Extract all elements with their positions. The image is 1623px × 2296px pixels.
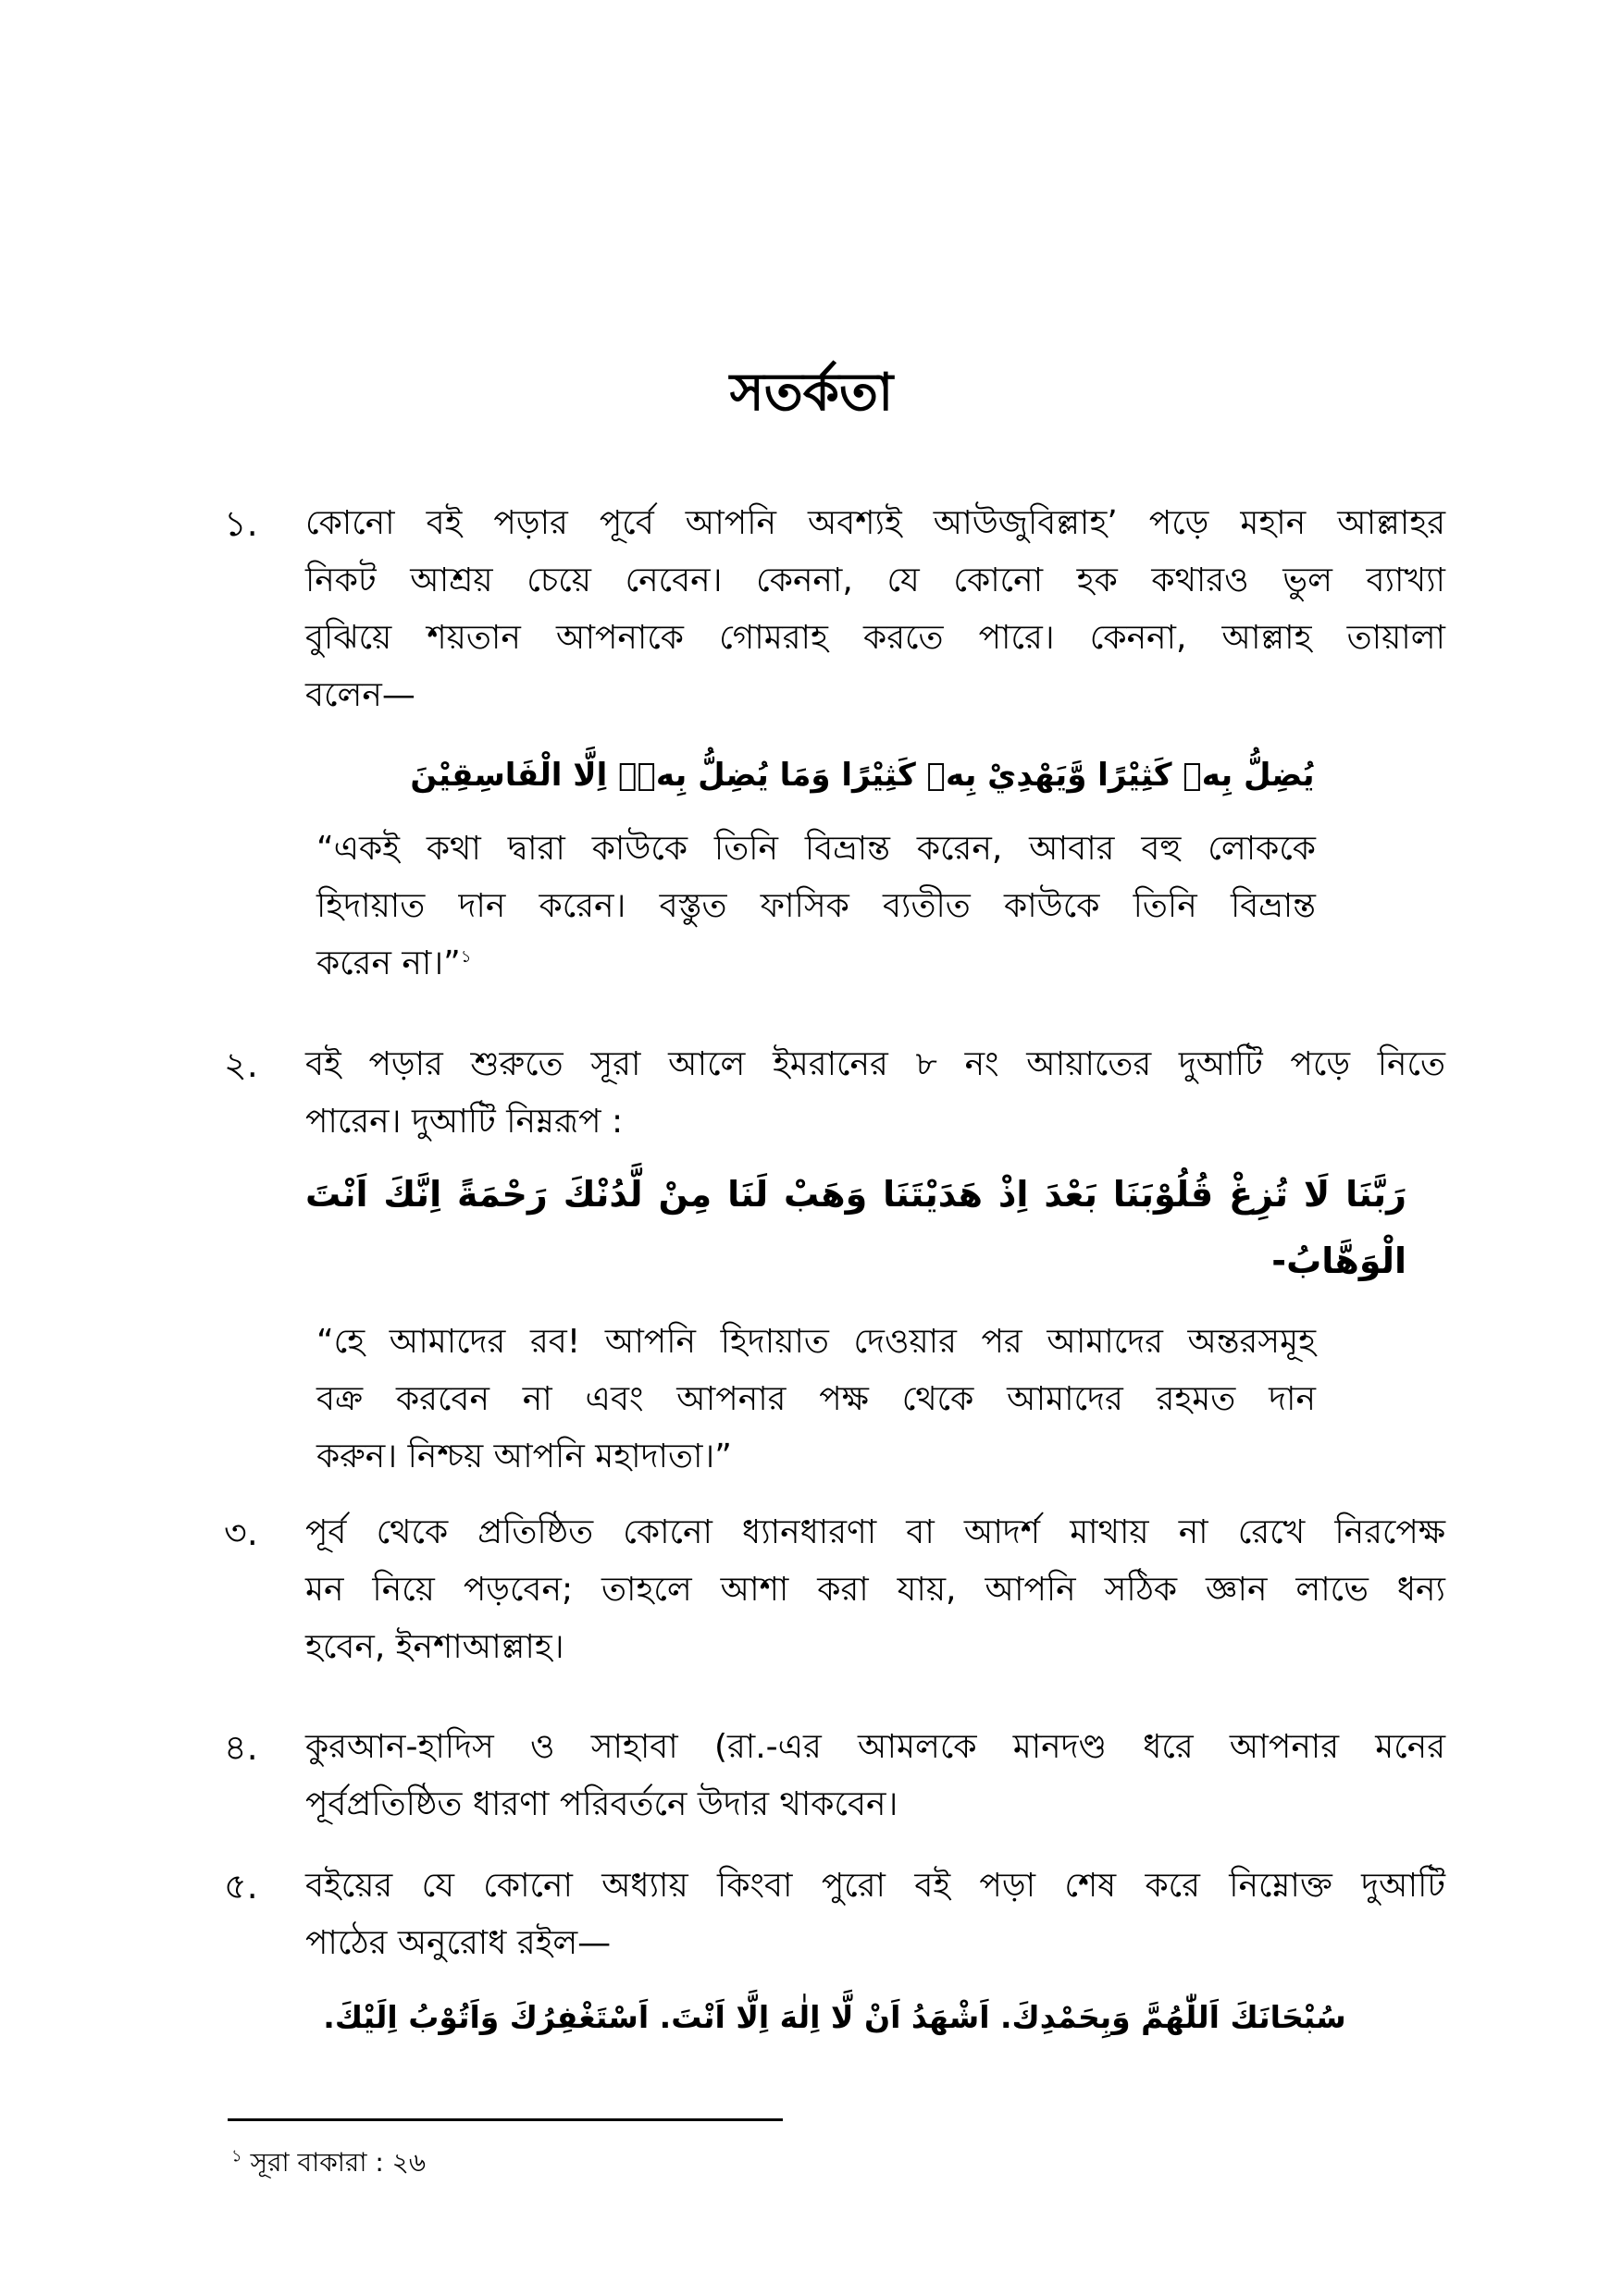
- text-line: বক্র করবেন না এবং আপনার পক্ষ থেকে আমাদের রহমত দান: [316, 1380, 1316, 1418]
- arabic-line: رَبَّنَا لَا تُزِغْ قُلُوْبَنَا بَعْدَ اِذْ هَدَيْتَنَا وَهَبْ لَنَا مِنْ لَّدُنْكَ رَحْمَةً اِنَّكَ اَنْتَ: [305, 1174, 1406, 1215]
- text-line: করেন না।”$^১$: [316, 944, 472, 982]
- list-item-1: [224, 495, 1445, 1013]
- text-line: হবেন, ইনশাআল্লাহ।: [305, 1628, 564, 1666]
- text-line: বই পড়ার শুরুতে সূরা আলে ইমরানের ৮ নং আয়াতের দুআটি পড়ে নিতে: [305, 1045, 1445, 1083]
- footnote-reference[interactable]: ১: [460, 947, 472, 967]
- item-text: [305, 1504, 1445, 1676]
- list-item-5: [224, 1858, 1445, 2080]
- text-line: “একই কথা দ্বারা কাউকে তিনি বিভ্রান্ত করেন, আবার বহু লোককে: [316, 830, 1316, 868]
- footnote: [231, 2144, 426, 2181]
- verse-translation: [316, 821, 1316, 993]
- item-text: [305, 1858, 1445, 1972]
- text-line: মন নিয়ে পড়বেন; তাহলে আশা করা যায়, আপনি সঠিক জ্ঞান লাভে ধন্য: [305, 1571, 1445, 1609]
- item-text: [305, 495, 1445, 724]
- list-item-2: [224, 1036, 1445, 1480]
- text-line: হিদায়াত দান করেন। বস্তুত ফাসিক ব্যতীত কাউকে তিনি বিভ্রান্ত: [316, 887, 1316, 925]
- item-text: [305, 1036, 1445, 1151]
- list-item-4: [224, 1719, 1445, 1839]
- arabic-dua: سُبْحَانَكَ اَللّٰهُمَّ وَبِحَمْدِكَ. اَشْهَدُ اَنْ لَّا اِلٰهَ اِلَّا اَنْتَ. اَسْتَغْفِرُكَ وَاَتُوْبُ اِلَيْكَ.: [323, 1999, 1346, 2035]
- text-line: বইয়ের যে কোনো অধ্যায় কিংবা পুরো বই পড়া শেষ করে নিম্নোক্ত দুআটি: [305, 1867, 1445, 1905]
- text-line: বলেন—: [305, 676, 415, 714]
- text-line: “হে আমাদের রব! আপনি হিদায়াত দেওয়ার পর আমাদের অন্তরসমূহ: [316, 1323, 1316, 1361]
- item-number: ১.: [224, 503, 258, 544]
- arabic-verse: يُضِلُّ بِهٖ كَثِيْرًا وَّيَهْدِيْ بِهٖ كَثِيْرًا وَمَا يُضِلُّ بِهٖۤ اِلَّا الْفَاسِقِيْنَ: [410, 757, 1315, 794]
- text-line: পাঠের অনুরোধ রইল—: [305, 1924, 612, 1962]
- item-number: ৫.: [224, 1866, 258, 1907]
- item-number: ২.: [224, 1044, 258, 1085]
- verse-translation: [316, 1314, 1316, 1486]
- footnote-divider: [228, 2118, 783, 2121]
- arabic-line: الْوَهَّابُ-: [1271, 1241, 1406, 1281]
- text-line: বুঝিয়ে শয়তান আপনাকে গোমরাহ করতে পারে। কেননা, আল্লাহ তায়ালা: [305, 619, 1445, 657]
- footnote-text: সূরা বাকারা : ২৬: [250, 2147, 427, 2178]
- footnote-marker: ১: [231, 2146, 242, 2166]
- text-line: কুরআন-হাদিস ও সাহাবা (রা.-এর আমলকে মানদণ্ড ধরে আপনার মনের: [305, 1728, 1445, 1766]
- list-item-3: [224, 1504, 1445, 1680]
- text-line: পারেন। দুআটি নিম্নরূপ :: [305, 1103, 624, 1141]
- text-line: পূর্বপ্রতিষ্ঠিত ধারণা পরিবর্তনে উদার থাকবেন।: [305, 1785, 898, 1823]
- text-line: কোনো বই পড়ার পূর্বে আপনি অবশ্যই আউজুবিল্লাহ’ পড়ে মহান আল্লাহর: [305, 504, 1445, 542]
- arabic-verse: [305, 1162, 1406, 1295]
- page-title: সতর্কতা: [729, 362, 894, 423]
- text-line: পূর্ব থেকে প্রতিষ্ঠিত কোনো ধ্যানধারণা বা আদর্শ মাথায় না রেখে নিরপেক্ষ: [305, 1513, 1445, 1551]
- text-line: করুন। নিশ্চয় আপনি মহাদাতা।”: [316, 1438, 732, 1475]
- text-line: নিকট আশ্রয় চেয়ে নেবেন। কেননা, যে কোনো হক কথারও ভুল ব্যাখ্যা: [305, 562, 1445, 599]
- item-number: ৪.: [224, 1727, 258, 1768]
- item-text: [305, 1719, 1445, 1833]
- item-number: ৩.: [224, 1512, 258, 1553]
